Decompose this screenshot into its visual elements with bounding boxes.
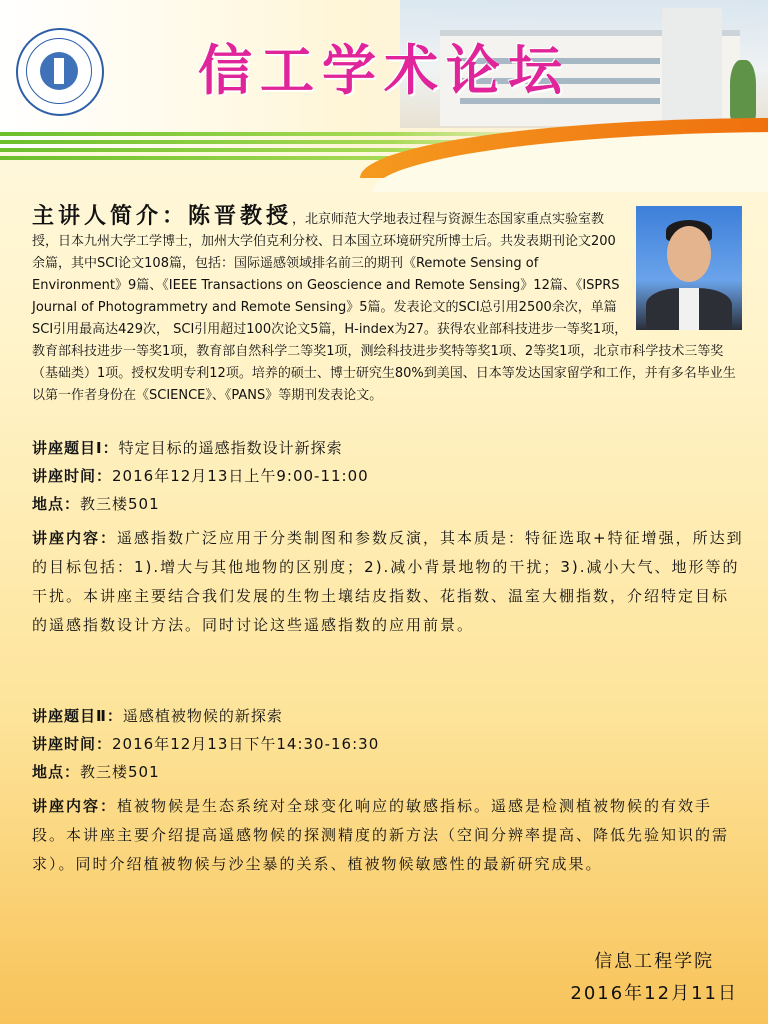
lecture-1-time-line bbox=[32, 462, 744, 490]
lecture-2-place: 教三楼501 bbox=[80, 763, 160, 781]
lecture-2-title: 遥感植被物候的新探索 bbox=[122, 707, 283, 725]
lecture-1 bbox=[32, 434, 744, 640]
forum-title: 信工学术论坛 bbox=[198, 38, 570, 102]
lecture-1-place-line bbox=[32, 490, 744, 518]
footer bbox=[570, 946, 738, 1010]
speaker-intro bbox=[32, 206, 742, 407]
lecture-2-content: 植被物候是生态系统对全球变化响应的敏感指标。遥感是检测植被物候的有效手段。本讲座主要介绍提高遥感物候的探测精度的新方法（空间分辨率提高、降低先验知识的需求）。同时介绍植被物候与沙尘暴的关系、植被物候敏感性的最新研究成果。 bbox=[32, 797, 730, 873]
lecture-2-time-label: 讲座时间： bbox=[32, 735, 113, 753]
speaker-bio: ，北京师范大学地表过程与资源生态国家重点实验室教授，日本九州大学工学博士，加州大学伯克利分校、日本国立环境研究所博士后。共发表期刊论文200余篇，其中SCI论文108篇，包括：国际遥感领域排名前三的期刊《Remote Sensing of Environment》9篇、《IEEE Transactions on Geoscience and Remote Sensing》12篇、《ISPRS Journal of Photogrammetry and Remote Sensing》5篇。发表论文的SCI总引用2500余次，单篇SCI引用最高达429次， SCI引用超过100次论文5篇，H-index为27。获得农业部科技进步一等奖1项，教育部科技进步一等奖1项，教育部自然科学二等奖1项，测绘科技进步奖特等奖1项、2等奖1项，北京市科学技术三等奖（基础类）1项。授权发明专利12项。培养的硕士、博士研究生80%到美国、日本等发达国家留学和工作，并有多名毕业生以第一作者身份在《SCIENCE》、《PANS》等期刊发表论文。 bbox=[32, 212, 736, 403]
lecture-1-time: 2016年12月13日上午9:00-11:00 bbox=[112, 467, 369, 485]
lecture-2-content-label: 讲座内容： bbox=[32, 797, 118, 815]
lecture-1-place: 教三楼501 bbox=[80, 495, 160, 513]
notice-date: 2016年12月11日 bbox=[570, 983, 738, 1004]
lecture-2-place-line bbox=[32, 758, 744, 786]
speaker-photo bbox=[636, 206, 742, 330]
lecture-1-content-label: 讲座内容： bbox=[32, 529, 118, 547]
lecture-1-content-block bbox=[32, 524, 744, 640]
lecture-2-title-label: 讲座题目Ⅱ： bbox=[32, 707, 123, 725]
lecture-2-time: 2016年12月13日下午14:30-16:30 bbox=[112, 735, 380, 753]
lecture-2 bbox=[32, 702, 744, 879]
lecture-2-title-line bbox=[32, 702, 744, 730]
lecture-1-title-label: 讲座题目Ⅰ： bbox=[32, 439, 119, 457]
lecture-2-content-block bbox=[32, 792, 744, 879]
lecture-1-place-label: 地点： bbox=[32, 495, 81, 513]
lecture-1-time-label: 讲座时间： bbox=[32, 467, 113, 485]
lecture-1-title-line bbox=[32, 434, 744, 462]
speaker-intro-heading: 主讲人简介：陈晋教授 bbox=[32, 204, 293, 229]
lecture-1-title: 特定目标的遥感指数设计新探索 bbox=[118, 439, 343, 457]
lecture-2-time-line bbox=[32, 730, 744, 758]
lecture-2-place-label: 地点： bbox=[32, 763, 81, 781]
organizer: 信息工程学院 bbox=[594, 951, 715, 972]
lecture-1-content: 遥感指数广泛应用于分类制图和参数反演，其本质是：特征选取+特征增强，所达到的目标包括：1).增大与其他地物的区别度；2).减小背景地物的干扰；3).减小大气、地形等的干扰。本讲座主要结合我们发展的生物土壤结皮指数、花指数、温室大棚指数，介绍特定目标的遥感指数设计方法。同时讨论这些遥感指数的应用前景。 bbox=[32, 529, 744, 634]
